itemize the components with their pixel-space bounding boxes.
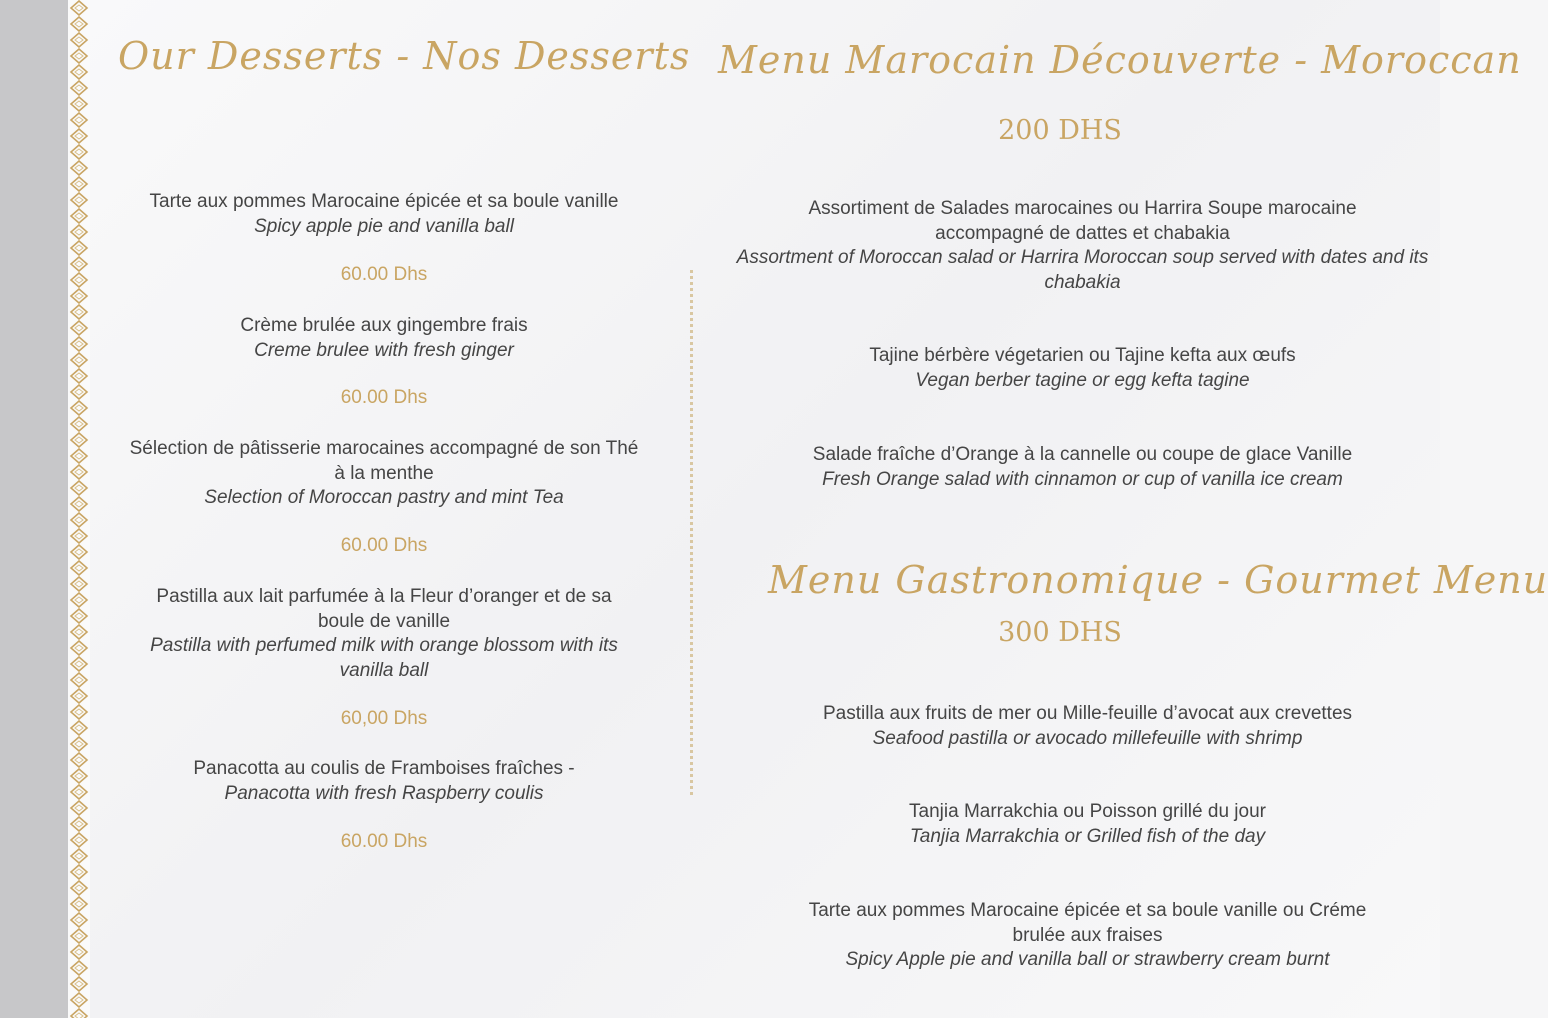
dessert-item: Tarte aux pommes Marocaine épicée et sa boule vanille Spicy apple pie and vanilla ball [149, 191, 619, 237]
column-divider [690, 270, 696, 795]
moroccan-menu-item: Salade fraîche d’Orange à la cannelle ou coupe de glace Vanille Fresh Orange salad with cinnamon or cup of vanilla ice cream [812, 444, 1353, 490]
gourmet-menu-item: Tanjia Marrakchia ou Poisson grillé du jour Tanjia Marrakchia or Grilled fish of the day [909, 801, 1266, 847]
dessert-price: 60.00 Dhs [340, 264, 428, 285]
gourmet-menu-item: Pastilla aux fruits de mer ou Mille-feuille d’avocat aux crevettes Seafood pastilla or avocado millefeuille with shrimp [822, 703, 1353, 749]
moroccan-menu-price: 200 DHS [998, 115, 1122, 146]
moroccan-menu-title: Menu Marocain Découverte - Moroccan [718, 38, 1522, 82]
dessert-price: 60.00 Dhs [340, 387, 428, 408]
dessert-price: 60,00 Dhs [340, 708, 428, 729]
gourmet-menu-title: Menu Gastronomique - Gourmet Menu [768, 558, 1548, 602]
gray-side-band [0, 0, 70, 1018]
dessert-item: Pastilla aux lait parfumée à la Fleur d’oranger et de sa boule de vanille Pastilla with perfumed milk with orange blossom with its vanilla ball [150, 586, 618, 681]
dessert-item: Sélection de pâtisserie marocaines accompagné de son Thé à la menthe Selection of Moroccan pastry and mint Tea [129, 438, 639, 508]
gourmet-menu-price: 300 DHS [998, 617, 1122, 648]
dessert-item: Panacotta au coulis de Framboises fraîches - Panacotta with fresh Raspberry coulis [193, 758, 575, 804]
desserts-title: Our Desserts - Nos Desserts [118, 34, 691, 78]
gourmet-menu-item: Tarte aux pommes Marocaine épicée et sa boule vanille ou Créme brulée aux fraises Spicy Apple pie and vanilla ball or strawberry cream burnt [808, 900, 1367, 970]
moroccan-menu-item: Tajine bérbère végetarien ou Tajine kefta aux œufs Vegan berber tagine or egg kefta tagine [869, 345, 1296, 391]
dessert-item: Crème brulée aux gingembre frais Creme brulee with fresh ginger [240, 315, 528, 361]
dessert-price: 60.00 Dhs [340, 535, 428, 556]
dessert-price: 60.00 Dhs [340, 831, 428, 852]
moroccan-menu-item: Assortiment de Salades marocaines ou Harrira Soupe marocaine accompagné de dattes et chabakia Assortment of Moroccan salad or Harrira Moroccan soup served with dates and its chabakia [736, 198, 1429, 293]
diamond-border-ornament [68, 0, 90, 1018]
